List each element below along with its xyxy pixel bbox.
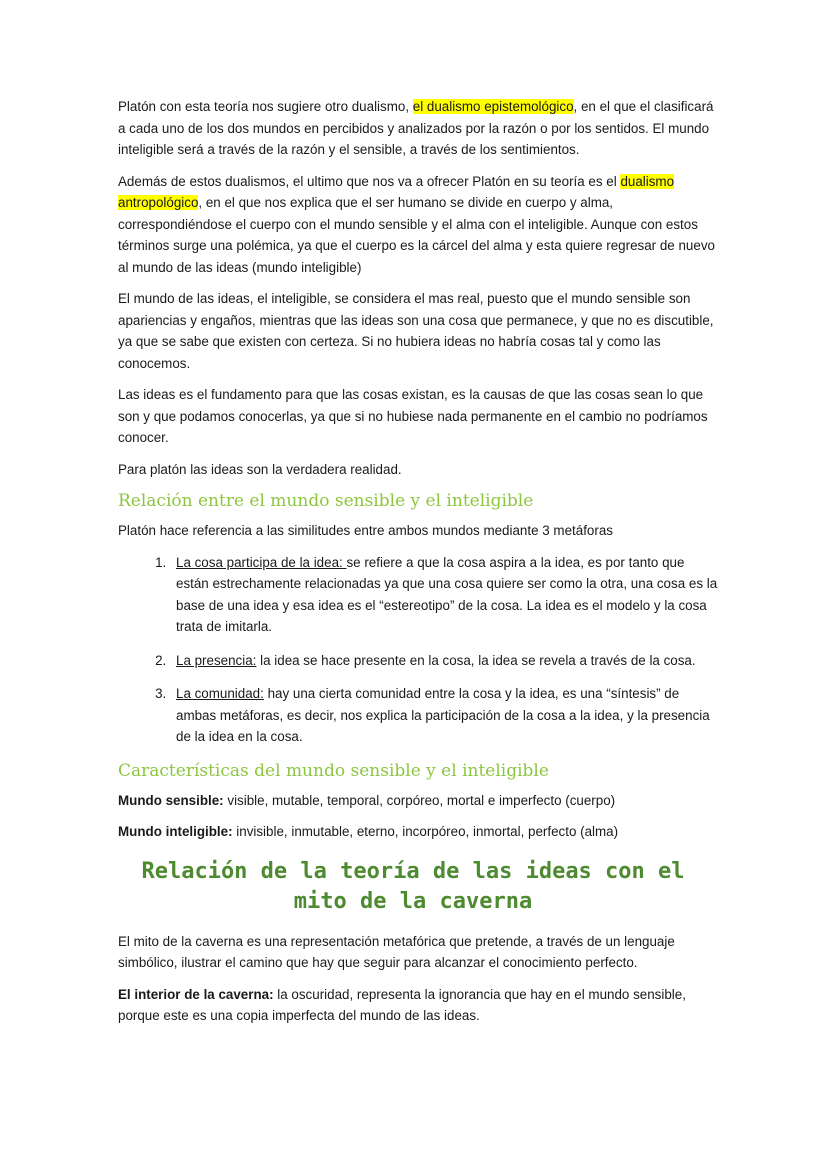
list-item: 1. La cosa participa de la idea: se refiere a que la cosa aspira a la idea, es por tanto que están estrechamente relacionadas ya que una cosa quiere ser como la otra, una cosa es la base de una idea y esa idea es el “estereotipo” de la cosa. La idea es el modelo y la cosa trata de imitarla. xyxy=(170,552,718,638)
paragraph-epistemological-dualism: Platón con esta teoría nos sugiere otro dualismo, el dualismo epistemológico, en el que el clasificará a cada uno de los dos mundos en percibidos y analizados por la razón o por los sentidos. El mundo inteligible será a través de la razón y el sensible, a través de los sentimientos. xyxy=(118,99,714,157)
paragraph-anthropological-dualism: Además de estos dualismos, el ultimo que nos va a ofrecer Platón en su teoría es el dualismo antropológico, en el que nos explica que el ser humano se divide en cuerpo y alma, correspondiéndose el cuerpo con el mundo sensible y el alma con el inteligible. Aunque con estos términos surge una polémica, ya que el cuerpo es la cárcel del alma y esta quiere regresar de nuevo al mundo de las ideas (mundo inteligible) xyxy=(118,173,715,275)
list-item-term: La cosa participa de la idea: xyxy=(176,554,347,570)
heading-relation: Relación entre el mundo sensible y el inteligible xyxy=(118,491,534,511)
list-item-term: La comunidad: xyxy=(176,686,264,701)
paragraph-cave-interior: El interior de la caverna: la oscuridad, representa la ignorancia que hay en el mundo sensible, porque este es una copia imperfecta del mundo de las ideas. xyxy=(118,986,686,1023)
section-title: Relación de la teoría de las ideas con el mito de la caverna xyxy=(141,858,685,914)
list-item-term: La presencia: xyxy=(176,652,257,668)
paragraph-metaphors-intro: Platón hace referencia a las similitudes entre ambos mundos mediante 3 metáforas xyxy=(118,523,613,538)
highlight-epistemological: el dualismo epistemológico xyxy=(412,99,574,114)
paragraph-ideas-foundation: Las ideas es el fundamento para que las cosas existan, es la causas de que las cosas sean lo que son y que podamos conocerlas, ya que si no hubiese nada permanente en el cambio no podríamos conocer. xyxy=(118,387,708,445)
heading-characteristics: Características del mundo sensible y el inteligible xyxy=(118,760,549,781)
list-item: 2. La presencia: la idea se hace presente en la cosa, la idea se revela a través de la cosa. xyxy=(170,650,718,672)
paragraph-sensible-world: Mundo sensible: visible, mutable, temporal, corpóreo, mortal e imperfecto (cuerpo) xyxy=(118,792,616,808)
document-page xyxy=(118,96,718,1037)
metaphor-list xyxy=(118,552,718,748)
highlight-anthropological: dualismo antropológico xyxy=(118,173,675,210)
paragraph-world-of-ideas: El mundo de las ideas, el inteligible, se considera el mas real, puesto que el mundo sensible son apariencias y engaños, mientras que las ideas son una cosa que permanece, y que no es discutible, ya que se sabe que existen con certeza. Si no hubiera ideas no habría cosas tal y como las conocemos. xyxy=(118,291,714,371)
paragraph-true-reality: Para platón las ideas son la verdadera realidad. xyxy=(118,461,402,477)
list-item: 3. La comunidad: hay una cierta comunidad entre la cosa y la idea, es una “síntesis” de ambas metáforas, es decir, nos explica la participación de la cosa a la idea, y la presencia de la idea en la cosa. xyxy=(170,683,718,748)
paragraph-cave-myth: El mito de la caverna es una representación metafórica que pretende, a través de un lenguaje simbólico, ilustrar el camino que hay que seguir para alcanzar el conocimiento perfecto. xyxy=(118,933,675,970)
paragraph-intelligible-world: Mundo inteligible: invisible, inmutable, eterno, incorpóreo, inmortal, perfecto (alma) xyxy=(118,824,619,839)
